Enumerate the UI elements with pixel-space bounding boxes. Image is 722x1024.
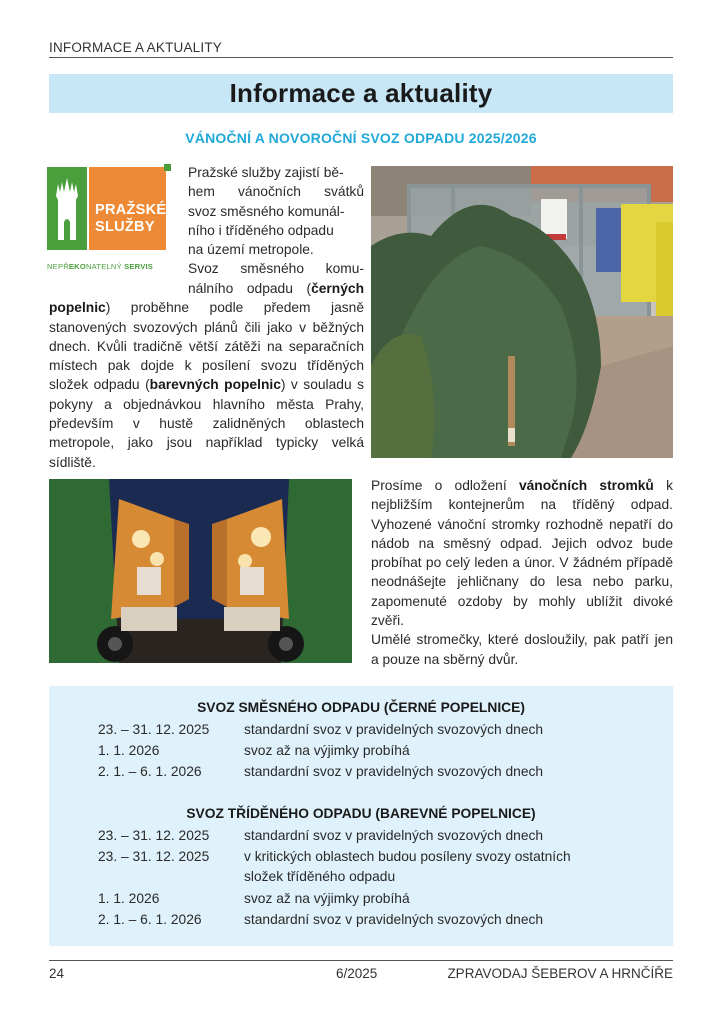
text-run: ) proběhne podle předem jasně stanovených svozových plánů čili jako v běžných dnech. Kvůli tradičně větší zátěži na separačních místech pak dojde k posílení svozu tříděných složek odpadu ( bbox=[49, 300, 364, 393]
prazske-sluzby-logo bbox=[47, 164, 175, 276]
tagline-servis: SERVIS bbox=[124, 262, 154, 271]
schedule-date: 23. – 31. 12. 2025 bbox=[98, 849, 210, 864]
schedule-text: standardní svoz v pravidelných svozových dnech bbox=[244, 722, 544, 737]
logo-square bbox=[164, 164, 171, 171]
article-subtitle: VÁNOČNÍ A NOVOROČNÍ SVOZ ODPADU 2025/2026 bbox=[185, 130, 537, 146]
page-title: Informace a aktuality bbox=[229, 78, 493, 108]
logo-brand bbox=[95, 202, 166, 236]
schedule-row bbox=[98, 847, 624, 887]
paragraph-line: svoz směsného komunál- bbox=[188, 203, 345, 219]
schedule-text-line: složek tříděného odpadu bbox=[244, 869, 396, 884]
tower-icon bbox=[56, 178, 78, 240]
schedule-row bbox=[98, 762, 624, 782]
paragraph-line: Svoz směsného komu- bbox=[188, 261, 364, 277]
text-run: nálního odpadu ( bbox=[188, 281, 312, 296]
tagline-part: NATELNÝ bbox=[85, 262, 125, 271]
page-number: 24 bbox=[49, 966, 65, 981]
paragraph-line: hem vánočních svátků bbox=[188, 184, 364, 200]
schedule-row bbox=[98, 910, 624, 930]
schedule-date: 2. 1. – 6. 1. 2026 bbox=[98, 764, 202, 779]
paragraph-line: ního i tříděného odpadu bbox=[188, 222, 334, 238]
trucks-photo-illustration bbox=[49, 479, 352, 663]
article-paragraph-1-continued bbox=[49, 279, 364, 472]
issue-number: 6/2025 bbox=[336, 966, 378, 981]
schedule-text: svoz až na výjimky probíhá bbox=[244, 743, 410, 758]
schedule-text: svoz až na výjimky probíhá bbox=[244, 891, 410, 906]
text-run: ) v souladu s pokyny a objednávkou hlavního města Prahy, především v hustě zalidněných oblastech metropole, jako jsou například typicky velká sídliště. bbox=[49, 377, 364, 470]
article-paragraph-1 bbox=[188, 163, 364, 279]
tagline-part: NEPŘ bbox=[47, 262, 69, 271]
christmas-tree-photo bbox=[371, 166, 673, 458]
schedule-text-line: v kritických oblastech budou posíleny svozy ostatních bbox=[244, 849, 571, 864]
schedule-date: 1. 1. 2026 bbox=[98, 743, 160, 758]
publication-name: ZPRAVODAJ ŠEBEROV A HRNČÍŘE bbox=[447, 966, 673, 981]
christmas-trucks-photo bbox=[49, 479, 352, 663]
schedule-heading-mixed: SVOZ SMĚSNÉHO ODPADU (ČERNÉ POPELNICE) bbox=[197, 700, 525, 715]
text-run: Prosíme o odložení bbox=[371, 478, 519, 493]
schedule-date: 23. – 31. 12. 2025 bbox=[98, 828, 210, 843]
schedule-heading-sorted: SVOZ TŘÍDĚNÉHO ODPADU (BAREVNÉ POPELNICE) bbox=[186, 806, 536, 821]
title-band bbox=[49, 74, 673, 113]
text-run: k nejbližším kontejnerům na tříděný odpad. Vyhozené vánoční stromky rozhodně nepatří do nádob na směsný odpad. Jejich odvoz bude probíhat po celý leden a únor. V žádném případě neodnášejte jehličnany do lesa nebo parku, zapomenuté ozdoby by mohly ublížit divoké zvěři. bbox=[371, 478, 673, 629]
schedule-date: 2. 1. – 6. 1. 2026 bbox=[98, 912, 202, 927]
tagline-eko: EKO bbox=[68, 262, 86, 271]
running-head: INFORMACE A AKTUALITY bbox=[49, 40, 673, 58]
logo-brand-line-2: SLUŽBY bbox=[95, 219, 155, 235]
schedule-row bbox=[98, 889, 624, 909]
tree-photo-illustration bbox=[371, 166, 673, 458]
schedule-text: standardní svoz v pravidelných svozových dnech bbox=[244, 828, 544, 843]
paragraph-artificial-trees: Umělé stromečky, které dosloužily, pak patří jen a pouze na sběrný dvůr. bbox=[371, 632, 673, 667]
footer-divider bbox=[49, 960, 673, 961]
schedule-row bbox=[98, 741, 624, 761]
article-paragraph-2 bbox=[371, 476, 673, 669]
schedule-date: 1. 1. 2026 bbox=[98, 891, 160, 906]
schedule-text: standardní svoz v pravidelných svozových dnech bbox=[244, 912, 544, 927]
bold-text: černých popelnic bbox=[49, 281, 364, 316]
logo-brand-line-1: PRAŽSKÉ bbox=[95, 202, 167, 218]
logo-tagline bbox=[47, 262, 175, 271]
paragraph-trees bbox=[371, 476, 673, 630]
schedule-text: standardní svoz v pravidelných svozových dnech bbox=[244, 764, 544, 779]
schedule-box bbox=[49, 686, 673, 946]
paragraph-line: na území metropole. bbox=[188, 242, 314, 258]
schedule-row bbox=[98, 720, 624, 740]
paragraph-line: Pražské služby zajistí bě- bbox=[188, 165, 344, 180]
schedule-row bbox=[98, 826, 624, 846]
schedule-text bbox=[244, 847, 624, 887]
bold-text: barevných popelnic bbox=[149, 377, 281, 393]
schedule-date: 23. – 31. 12. 2025 bbox=[98, 722, 210, 737]
bold-text: vánočních stromků bbox=[518, 478, 654, 493]
